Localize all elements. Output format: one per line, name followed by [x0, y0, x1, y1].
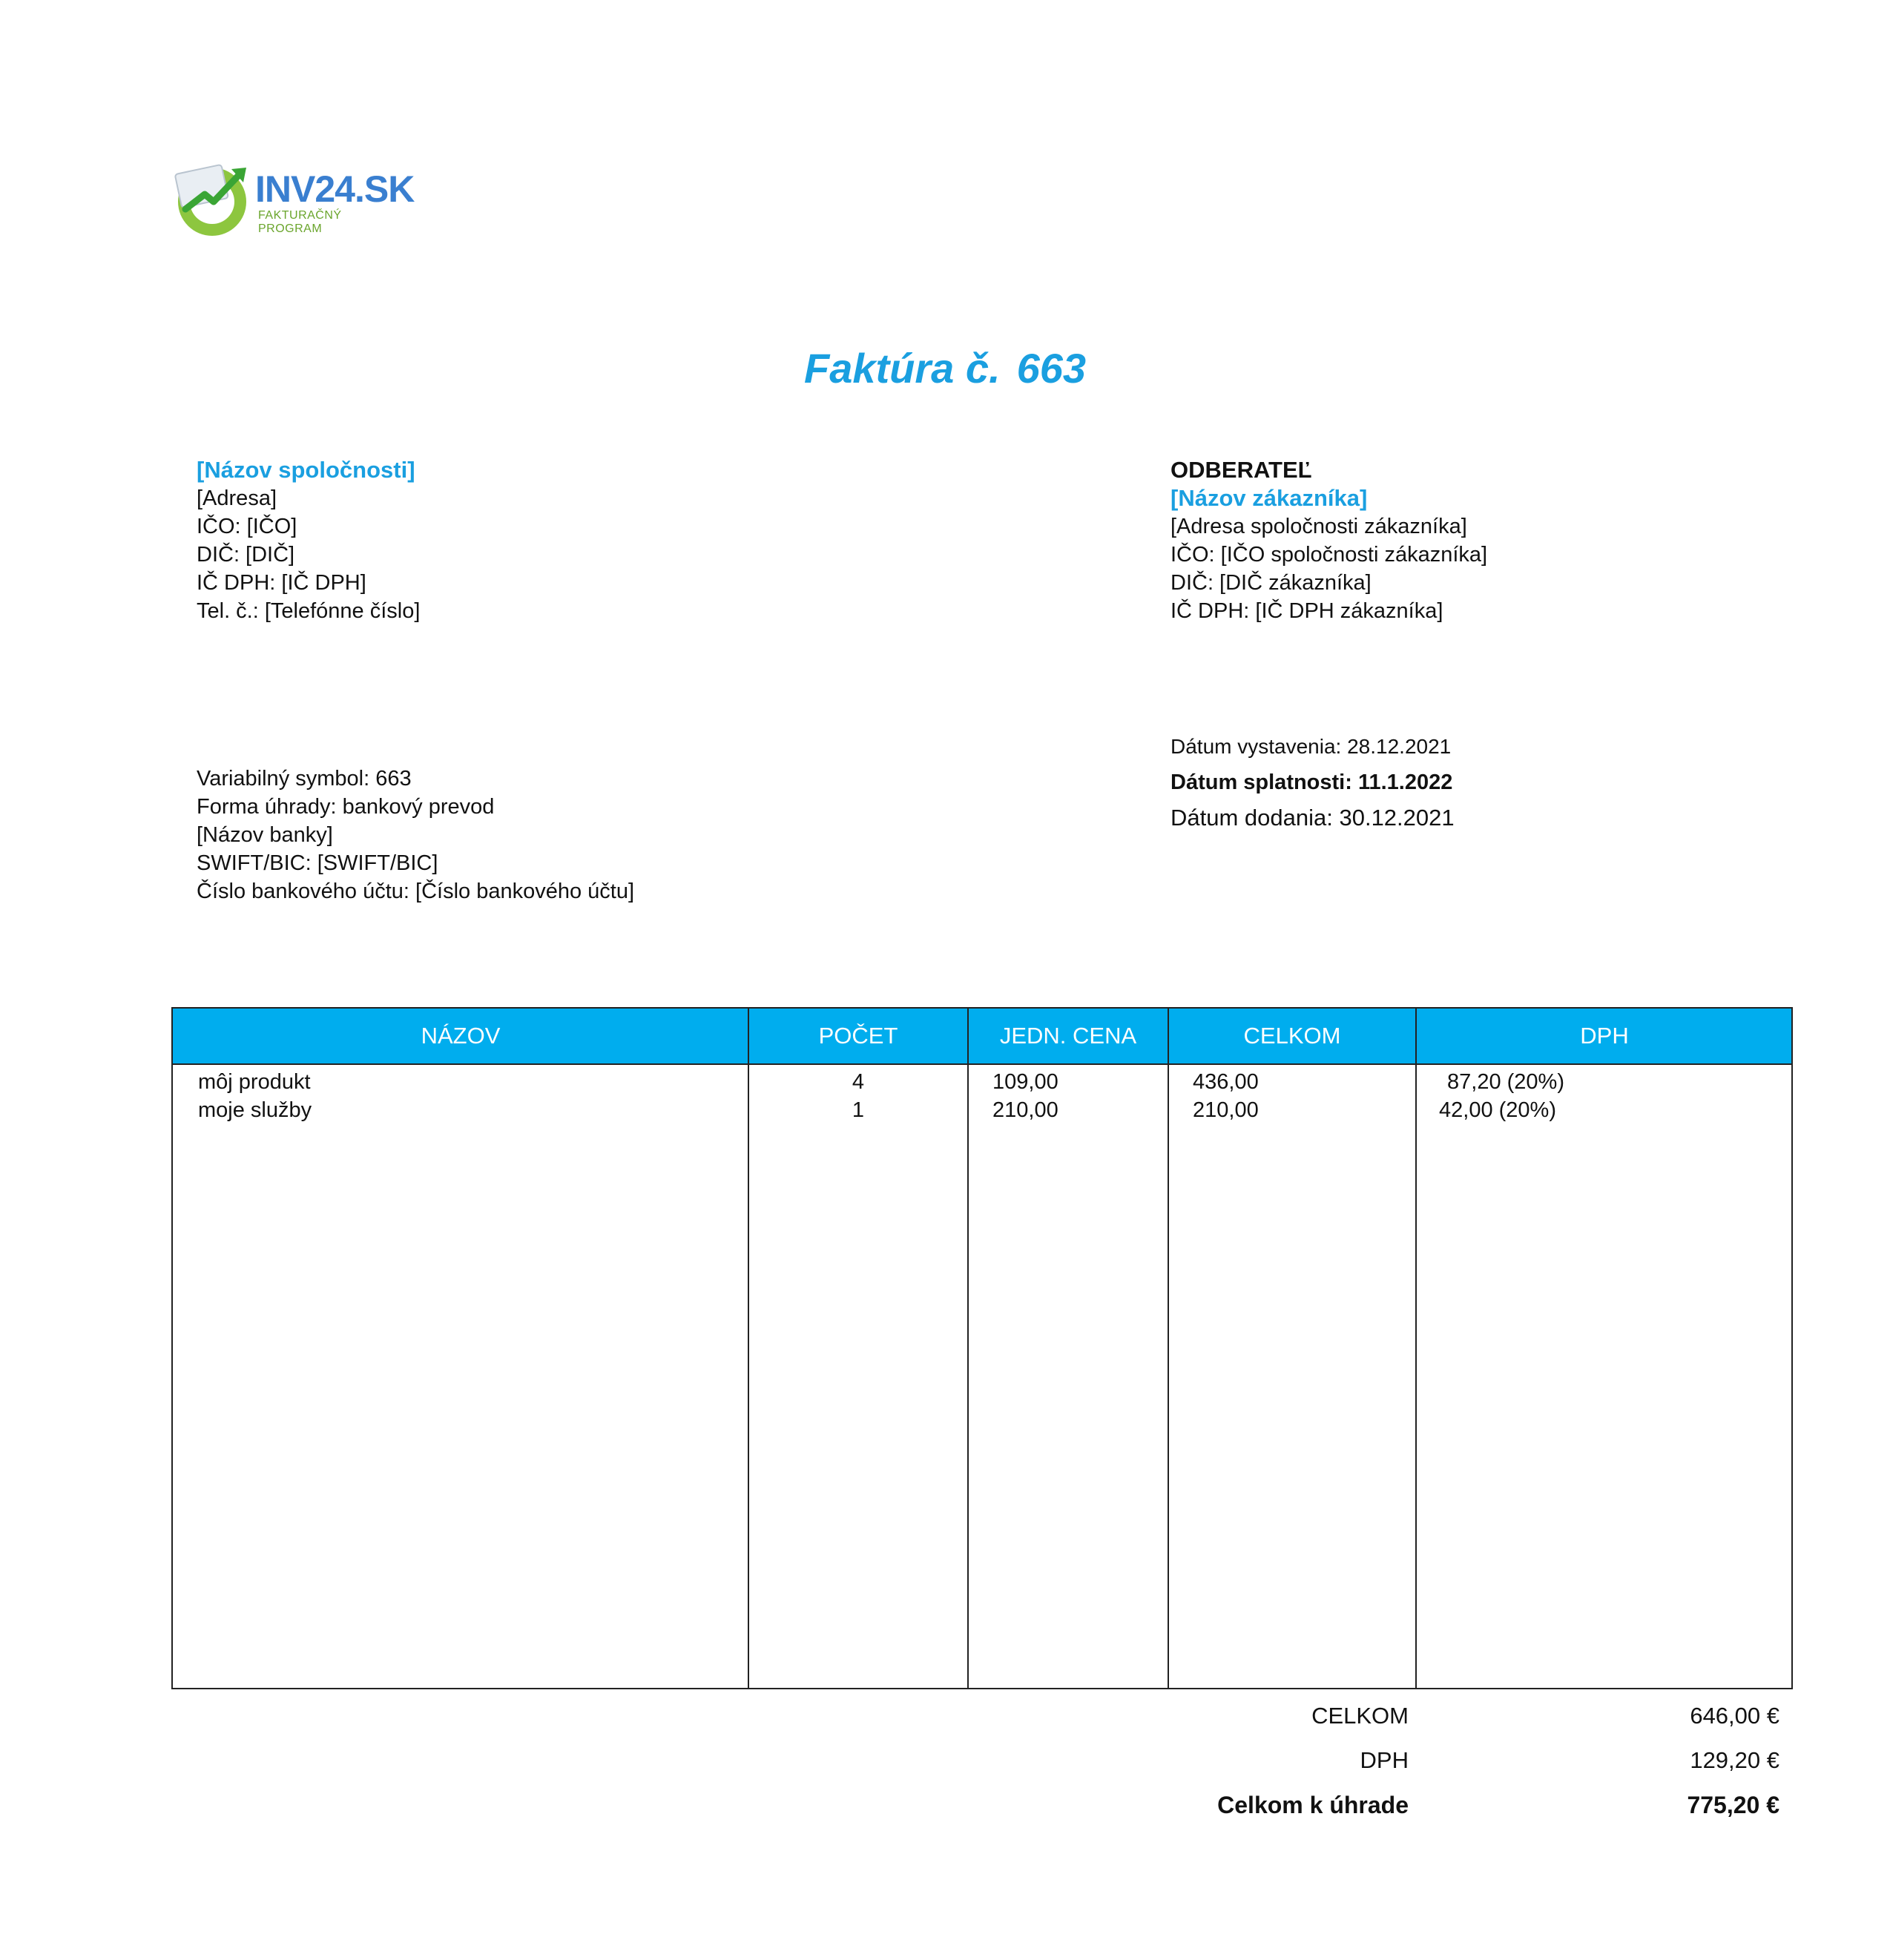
supplier-phone: Tel. č.: [Telefónne číslo]: [197, 599, 421, 623]
row-2-name: moje služby: [198, 1098, 312, 1122]
bank-name: [Názov banky]: [197, 823, 333, 847]
row-1-name: môj produkt: [198, 1070, 311, 1094]
bank-account: Číslo bankového účtu: [Číslo bankového účtu]: [197, 880, 635, 903]
customer-name: [Názov zákazníka]: [1170, 485, 1368, 511]
supplier-ic-dph: IČ DPH: [IČ DPH]: [197, 571, 366, 595]
table-header: [173, 1009, 1791, 1065]
company-logo: [172, 157, 415, 239]
customer-dic: DIČ: [DIČ zákazníka]: [1170, 571, 1372, 595]
row-2-qty: 1: [852, 1098, 865, 1122]
delivery-date: Dátum dodania: 30.12.2021: [1170, 805, 1455, 831]
row-1-vat: 87,20 (20%): [1447, 1070, 1564, 1094]
row-1-qty: 4: [852, 1070, 865, 1094]
column-header-unit-price: JEDN. CENA: [999, 1023, 1137, 1049]
customer-ico: IČO: [IČO spoločnosti zákazníka]: [1170, 543, 1488, 567]
dates-block: [1170, 729, 1455, 836]
logo-mark-icon: [172, 157, 254, 239]
issue-date: Dátum vystavenia: 28.12.2021: [1170, 735, 1452, 758]
row-2-unit-price: 210,00: [992, 1098, 1058, 1122]
vat-total-label: DPH: [1360, 1747, 1409, 1773]
supplier-dic: DIČ: [DIČ]: [197, 543, 295, 567]
items-table: [171, 1007, 1793, 1689]
vat-total-value: 129,20 €: [1690, 1747, 1779, 1773]
grand-total-value: 775,20 €: [1687, 1792, 1779, 1818]
column-divider: [1168, 1009, 1169, 1688]
subtotal-label: CELKOM: [1311, 1703, 1409, 1729]
supplier-address: [Adresa]: [197, 486, 277, 510]
logo-tagline: FAKTURAČNÝ PROGRAM: [258, 209, 342, 235]
supplier-block: [197, 456, 420, 625]
swift-code: SWIFT/BIC: [SWIFT/BIC]: [197, 851, 438, 875]
payment-block: [197, 765, 634, 905]
column-header-vat: DPH: [1580, 1023, 1629, 1049]
supplier-name: [Názov spoločnosti]: [197, 457, 415, 483]
supplier-ico: IČO: [IČO]: [197, 515, 297, 538]
row-1-unit-price: 109,00: [992, 1070, 1058, 1094]
column-header-name: NÁZOV: [421, 1023, 501, 1049]
logo-brand-text: INV24.SK: [255, 168, 415, 210]
customer-address: [Adresa spoločnosti zákazníka]: [1170, 515, 1467, 538]
grand-total-label: Celkom k úhrade: [1217, 1792, 1409, 1818]
invoice-number: 663: [1016, 345, 1086, 392]
customer-ic-dph: IČ DPH: [IČ DPH zákazníka]: [1170, 599, 1443, 623]
payment-method: Forma úhrady: bankový prevod: [197, 795, 495, 819]
subtotal-value: 646,00 €: [1690, 1703, 1779, 1729]
row-1-total: 436,00: [1193, 1070, 1259, 1094]
customer-block: [1170, 456, 1487, 625]
invoice-title-prefix: Faktúra č.: [804, 345, 1001, 392]
column-header-qty: POČET: [818, 1023, 898, 1049]
column-divider: [1415, 1009, 1417, 1688]
row-2-vat: 42,00 (20%): [1439, 1098, 1556, 1122]
variable-symbol: Variabilný symbol: 663: [197, 767, 412, 791]
due-date: Dátum splatnosti: 11.1.2022: [1170, 771, 1453, 794]
row-2-total: 210,00: [1193, 1098, 1259, 1122]
column-header-total: CELKOM: [1243, 1023, 1341, 1049]
invoice-title: [0, 344, 1890, 392]
customer-heading: ODBERATEĽ: [1170, 457, 1312, 483]
